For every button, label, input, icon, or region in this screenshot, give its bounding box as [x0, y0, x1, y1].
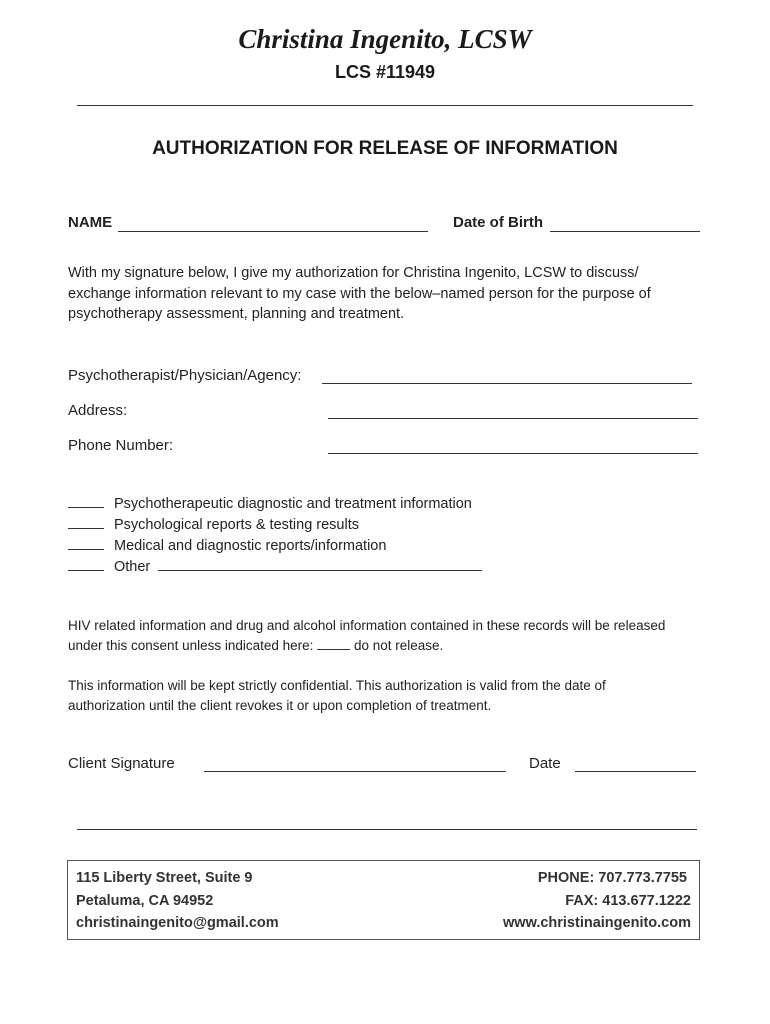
confidential-paragraph: This information will be kept strictly confidential. This authorization is valid from the date of authorization until the client revokes it or upon completion of treatment. [68, 678, 606, 713]
option-checkbox[interactable] [68, 556, 104, 571]
option-label: Other [114, 559, 151, 575]
email-link[interactable]: christinaingenito@gmail.com [76, 915, 279, 931]
name-field[interactable] [118, 231, 428, 232]
footer-divider [77, 829, 697, 830]
date-field[interactable] [575, 771, 696, 772]
hiv-text-b: do not release. [353, 637, 444, 653]
signature-field[interactable] [204, 771, 506, 772]
website-link[interactable]: www.christinaingenito.com [503, 915, 691, 931]
hiv-line-2 [68, 636, 708, 656]
do-not-release-field[interactable] [317, 637, 350, 650]
form-title: AUTHORIZATION FOR RELEASE OF INFORMATION [152, 138, 618, 159]
option-row [68, 556, 482, 575]
consent-paragraph: With my signature below, I give my authorization for Christina Ingenito, LCSW to discuss/ exchange information relevant to my case with the below–named person for the purpose of psychotherapy assessment, planning and treatment. [68, 265, 651, 322]
phone-number: PHONE: 707.773.7755 [537, 870, 687, 886]
practitioner-name: Christina Ingenito, LCSW [238, 24, 532, 54]
license-number: LCS #11949 [334, 62, 436, 82]
hiv-paragraph [68, 616, 708, 655]
hiv-line-1: HIV related information and drug and alcohol information contained in these records will be released [68, 618, 666, 633]
address-line-2: Petaluma, CA 94952 [76, 893, 214, 909]
option-checkbox[interactable] [68, 493, 104, 508]
provider-label: Psychotherapist/Physician/Agency: [68, 367, 302, 384]
option-row [68, 493, 472, 512]
name-label: NAME [68, 214, 113, 231]
dob-field[interactable] [550, 231, 700, 232]
date-label: Date [529, 755, 561, 772]
address-field[interactable] [328, 418, 698, 419]
fax-number: FAX: 413.677.1222 [565, 893, 691, 909]
option-row [68, 535, 386, 554]
contact-box [67, 860, 700, 940]
header-divider [77, 105, 693, 106]
provider-field[interactable] [322, 383, 692, 384]
option-label: Medical and diagnostic reports/information [114, 538, 387, 554]
address-label: Address: [68, 402, 128, 419]
phone-label: Phone Number: [68, 437, 174, 454]
option-checkbox[interactable] [68, 535, 104, 550]
signature-label: Client Signature [68, 755, 175, 772]
option-label: Psychotherapeutic diagnostic and treatment information [114, 496, 472, 512]
option-checkbox[interactable] [68, 514, 104, 529]
hiv-text-a: under this consent unless indicated here: [68, 637, 314, 653]
option-label: Psychological reports & testing results [114, 517, 359, 533]
address-line-1: 115 Liberty Street, Suite 9 [76, 870, 253, 886]
option-row [68, 514, 359, 533]
phone-field[interactable] [328, 453, 698, 454]
other-field[interactable] [158, 556, 482, 571]
dob-label: Date of Birth [453, 214, 543, 231]
